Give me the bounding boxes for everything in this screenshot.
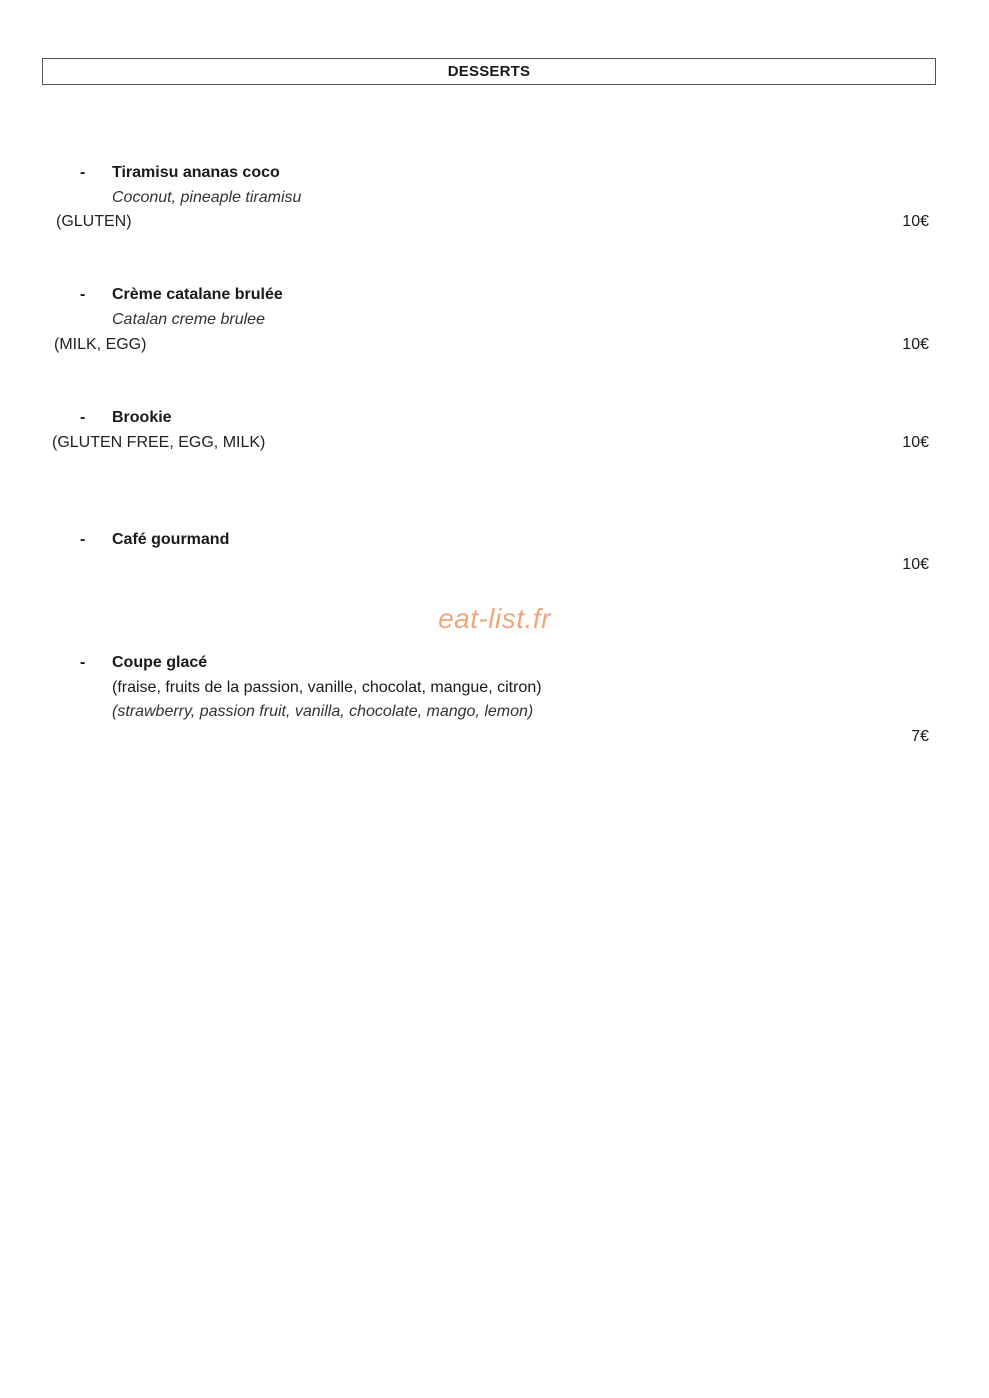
item-allergens: (GLUTEN FREE, EGG, MILK) <box>52 434 266 451</box>
item-description-fr: (fraise, fruits de la passion, vanille, chocolat, mangue, citron) <box>112 679 542 696</box>
item-price: 10€ <box>902 556 929 573</box>
item-price: 10€ <box>902 336 929 353</box>
bullet-dash: - <box>80 286 86 303</box>
item-name: Crème catalane brulée <box>112 286 283 303</box>
bullet-dash: - <box>80 164 86 181</box>
item-price: 7€ <box>911 728 929 745</box>
item-description-en: (strawberry, passion fruit, vanilla, chocolate, mango, lemon) <box>112 703 534 720</box>
item-name: Tiramisu ananas coco <box>112 164 280 181</box>
item-description: Coconut, pineaple tiramisu <box>112 189 302 206</box>
watermark-text: eat-list.fr <box>438 603 551 634</box>
bullet-dash: - <box>80 531 86 548</box>
item-name: Coupe glacé <box>112 654 208 671</box>
item-price: 10€ <box>902 434 929 451</box>
item-description: Catalan creme brulee <box>112 311 265 328</box>
item-allergens: (GLUTEN) <box>56 213 132 230</box>
bullet-dash: - <box>80 409 86 426</box>
item-name: Café gourmand <box>112 531 230 548</box>
item-price: 10€ <box>902 213 929 230</box>
item-name: Brookie <box>112 409 172 426</box>
item-allergens: (MILK, EGG) <box>54 336 147 353</box>
bullet-dash: - <box>80 654 86 671</box>
section-title: DESSERTS <box>42 58 936 85</box>
